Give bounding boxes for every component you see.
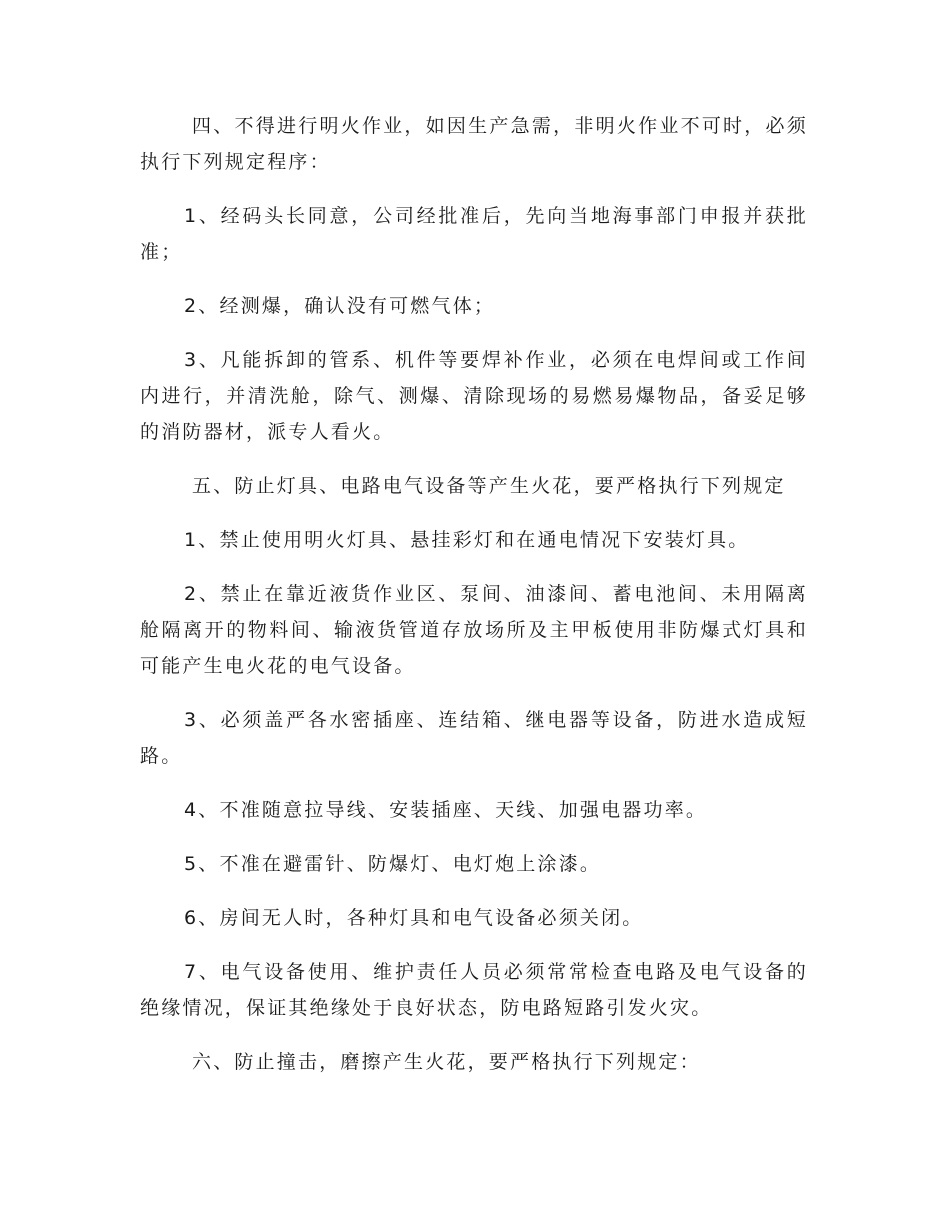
list-item: 2、禁止在靠近液货作业区、泵间、油漆间、蓄电池间、未用隔离舱隔离开的物料间、输液货管道存放场所及主甲板使用非防爆式灯具和可能产生电火花的电气设备。 — [140, 583, 808, 677]
list-item: 3、必须盖严各水密插座、连结箱、继电器等设备，防进水造成短路。 — [140, 709, 808, 767]
section-heading-6: 六、防止撞击，磨擦产生火花，要严格执行下列规定： — [192, 1051, 701, 1073]
section-heading-5: 五、防止灯具、电路电气设备等产生火花，要严格执行下列规定 — [192, 475, 786, 497]
list-item: 1、禁止使用明火灯具、悬挂彩灯和在通电情况下安装灯具。 — [184, 529, 750, 551]
list-item: 6、房间无人时，各种灯具和电气设备必须关闭。 — [184, 907, 644, 929]
list-item: 1、经码头长同意，公司经批准后，先向当地海事部门申报并获批准； — [140, 205, 808, 263]
list-item: 3、凡能拆卸的管系、机件等要焊补作业，必须在电焊间或工作间内进行，并清洗舱，除气、测爆、清除现场的易燃易爆物品，备妥足够的消防器材，派专人看火。 — [140, 349, 808, 443]
section-heading-4: 四、不得进行明火作业，如因生产急需，非明火作业不可时，必须执行下列规定程序： — [140, 115, 808, 173]
list-item: 4、不准随意拉导线、安装插座、天线、加强电器功率。 — [184, 799, 708, 821]
list-item: 2、经测爆，确认没有可燃气体； — [184, 295, 496, 317]
list-item: 7、电气设备使用、维护责任人员必须常常检查电路及电气设备的绝缘情况，保证其绝缘处于良好状态，防电路短路引发火灾。 — [140, 961, 808, 1019]
list-item: 5、不准在避雷针、防爆灯、电灯炮上涂漆。 — [184, 853, 602, 875]
document-body — [140, 108, 808, 1098]
